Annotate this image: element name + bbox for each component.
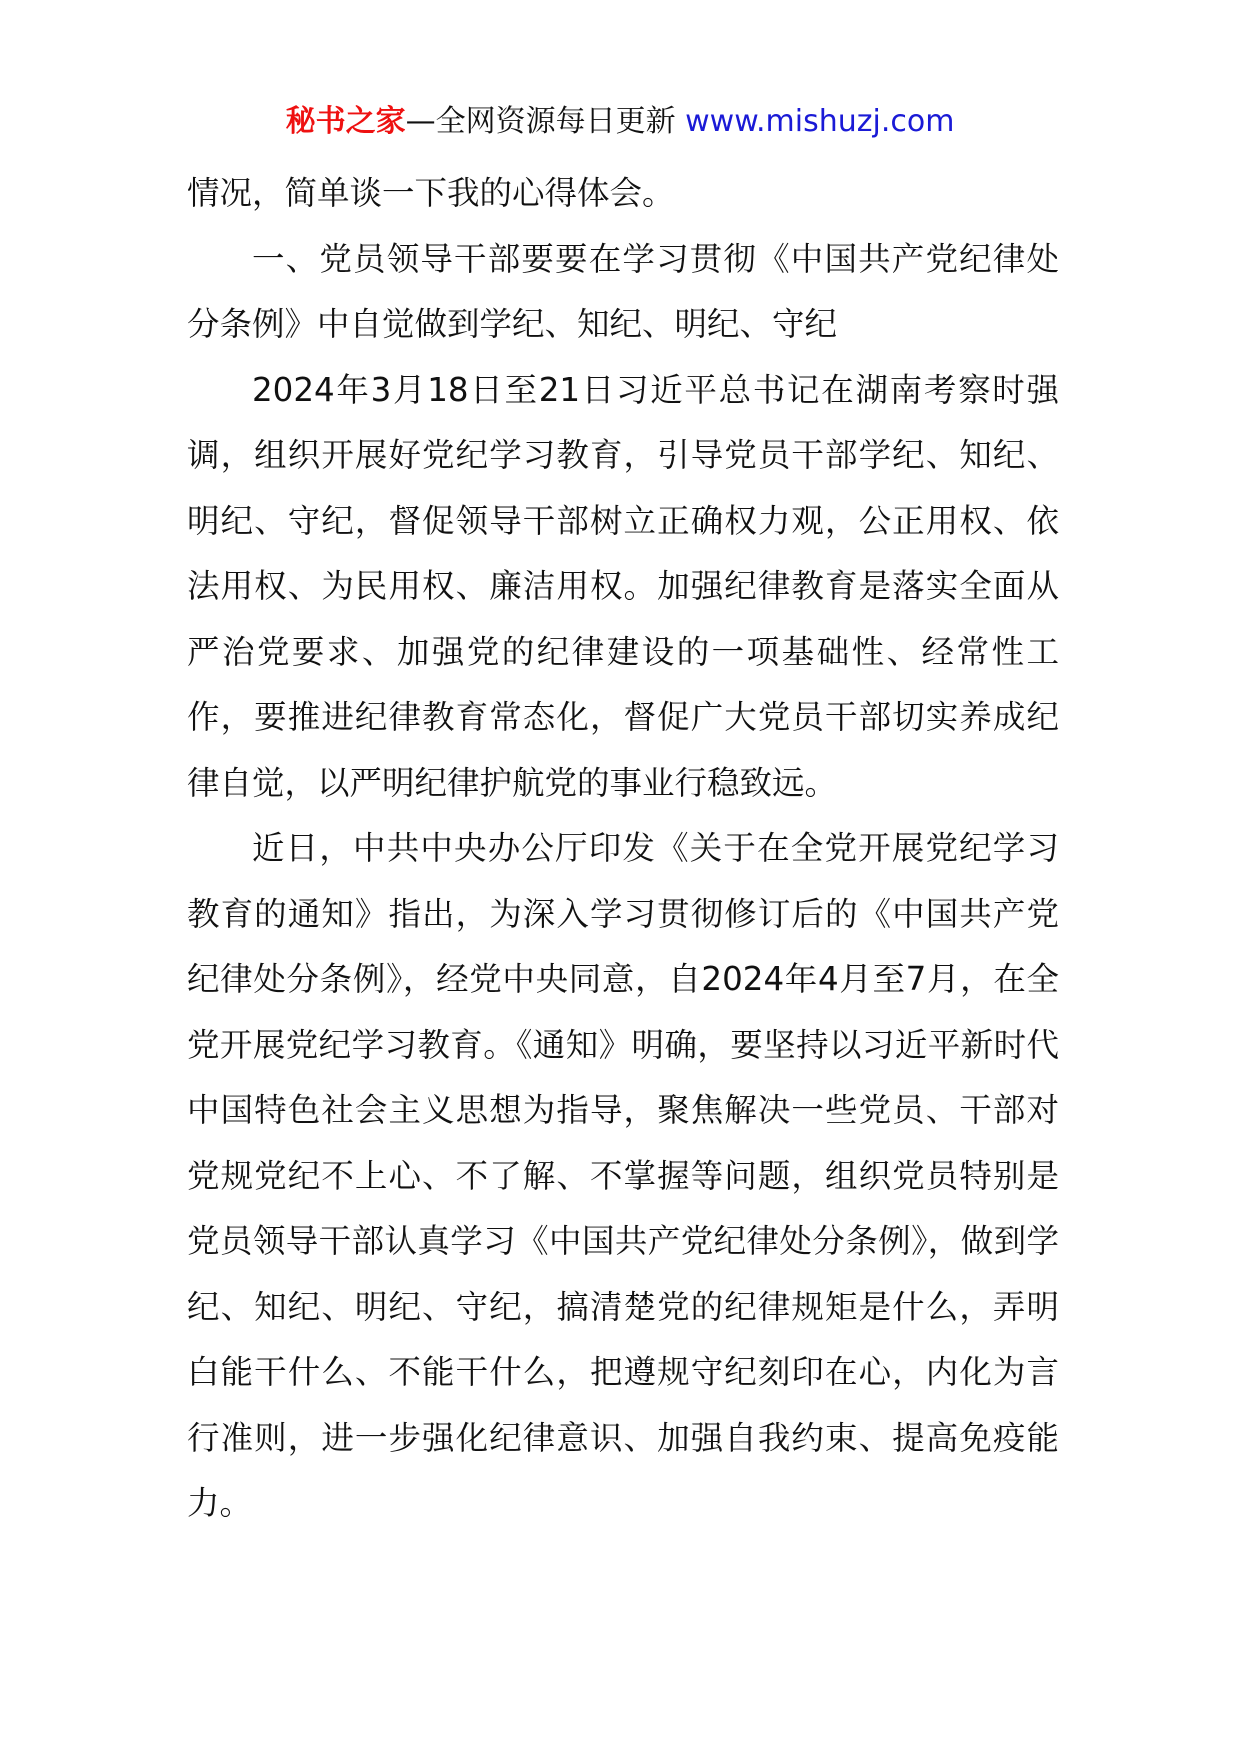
header-url[interactable]: www.mishuzj.com (685, 104, 955, 139)
header-tagline: —全网资源每日更新 (405, 104, 686, 139)
paragraph: 近日，中共中央办公厅印发《关于在全党开展党纪学习教育的通知》指出，为深入学习贯彻修订后的《中国共产党纪律处分条例》，经党中央同意，自2024年4月至7月，在全党开展党纪学习教育。《通知》明确，要坚持以习近平新时代中国特色社会主义思想为指导，聚焦解决一些党员、干部对党规党纪不上心、不了解、不掌握等问题，组织党员特别是党员领导干部认真学习《中国共产党纪律处分条例》，做到学纪、知纪、明纪、守纪，搞清楚党的纪律规矩是什么，弄明白能干什么、不能干什么，把遵规守纪刻印在心，内化为言行准则，进一步强化纪律意识、加强自我约束、提高免疫能力。 (187, 829, 1059, 1522)
watermark-header (0, 100, 1240, 144)
section-heading: 一、党员领导干部要要在学习贯彻《中国共产党纪律处分条例》中自觉做到学纪、知纪、明纪、守纪 (187, 239, 1059, 343)
header-brand: 秘书之家 (285, 104, 406, 139)
paragraph-continuation: 情况，简单谈一下我的心得体会。 (187, 174, 675, 212)
paragraph: 2024年3月18日至21日习近平总书记在湖南考察时强调，组织开展好党纪学习教育，引导党员干部学纪、知纪、明纪、守纪，督促领导干部树立正确权力观，公正用权、依法用权、为民用权、廉洁用权。加强纪律教育是落实全面从严治党要求、加强党的纪律建设的一项基础性、经常性工作，要推进纪律教育常态化，督促广大党员干部切实养成纪律自觉，以严明纪律护航党的事业行稳致远。 (187, 370, 1059, 802)
document-body (187, 161, 1059, 1537)
